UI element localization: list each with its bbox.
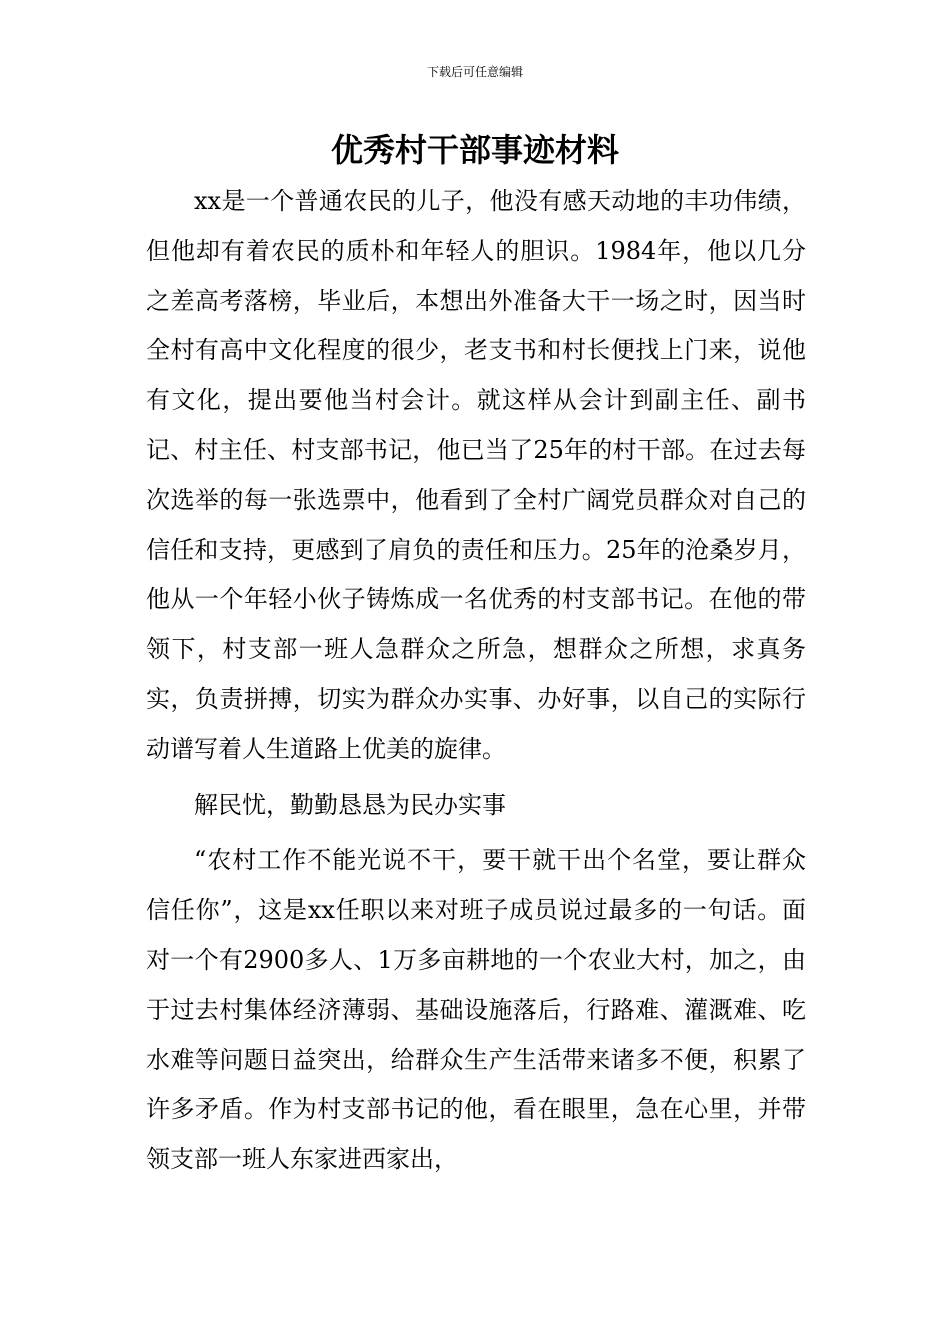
paragraph-intro: xx是一个普通农民的儿子，他没有感天动地的丰功伟绩，但他却有着农民的质朴和年轻人的胆识。1984年，他以几分之差高考落榜，毕业后，本想出外准备大干一场之时，因当时全村有高中文化程度的很少，老支书和村长便找上门来，说他有文化，提出要他当村会计。就这样从会计到副主任、副书记、村主任、村支部书记，他已当了25年的村干部。在过去每次选举的每一张选票中，他看到了全村广阔党员群众对自己的信任和支持，更感到了肩负的责任和压力。25年的沧桑岁月，他从一个年轻小伙子铸炼成一名优秀的村支部书记。在他的带领下，村支部一班人急群众之所急，想群众之所想，求真务实，负责拼搏，切实为群众办实事、办好事，以自己的实际行动谱写着人生道路上优美的旋律。	[146, 187, 806, 763]
header-note: 下载后可任意编辑	[426, 65, 523, 79]
section-heading: 解民忧，勤勤恳恳为民办实事	[194, 790, 506, 819]
paragraph-section-1: “农村工作不能光说不干，要干就干出个名堂，要让群众信任你”，这是xx任职以来对班子成员说过最多的一句话。面对一个有2900多人、1万多亩耕地的一个农业大村，加之，由于过去村集体经济薄弱、基础设施落后，行路难、灌溉难、吃水难等问题日益突出，给群众生产生活带来诸多不便，积累了许多矛盾。作为村支部书记的他，看在眼里，急在心里，并带领支部一班人东家进西家出，	[146, 846, 806, 1174]
document-body	[146, 177, 806, 1185]
document-title: 优秀村干部事迹材料	[330, 131, 619, 169]
